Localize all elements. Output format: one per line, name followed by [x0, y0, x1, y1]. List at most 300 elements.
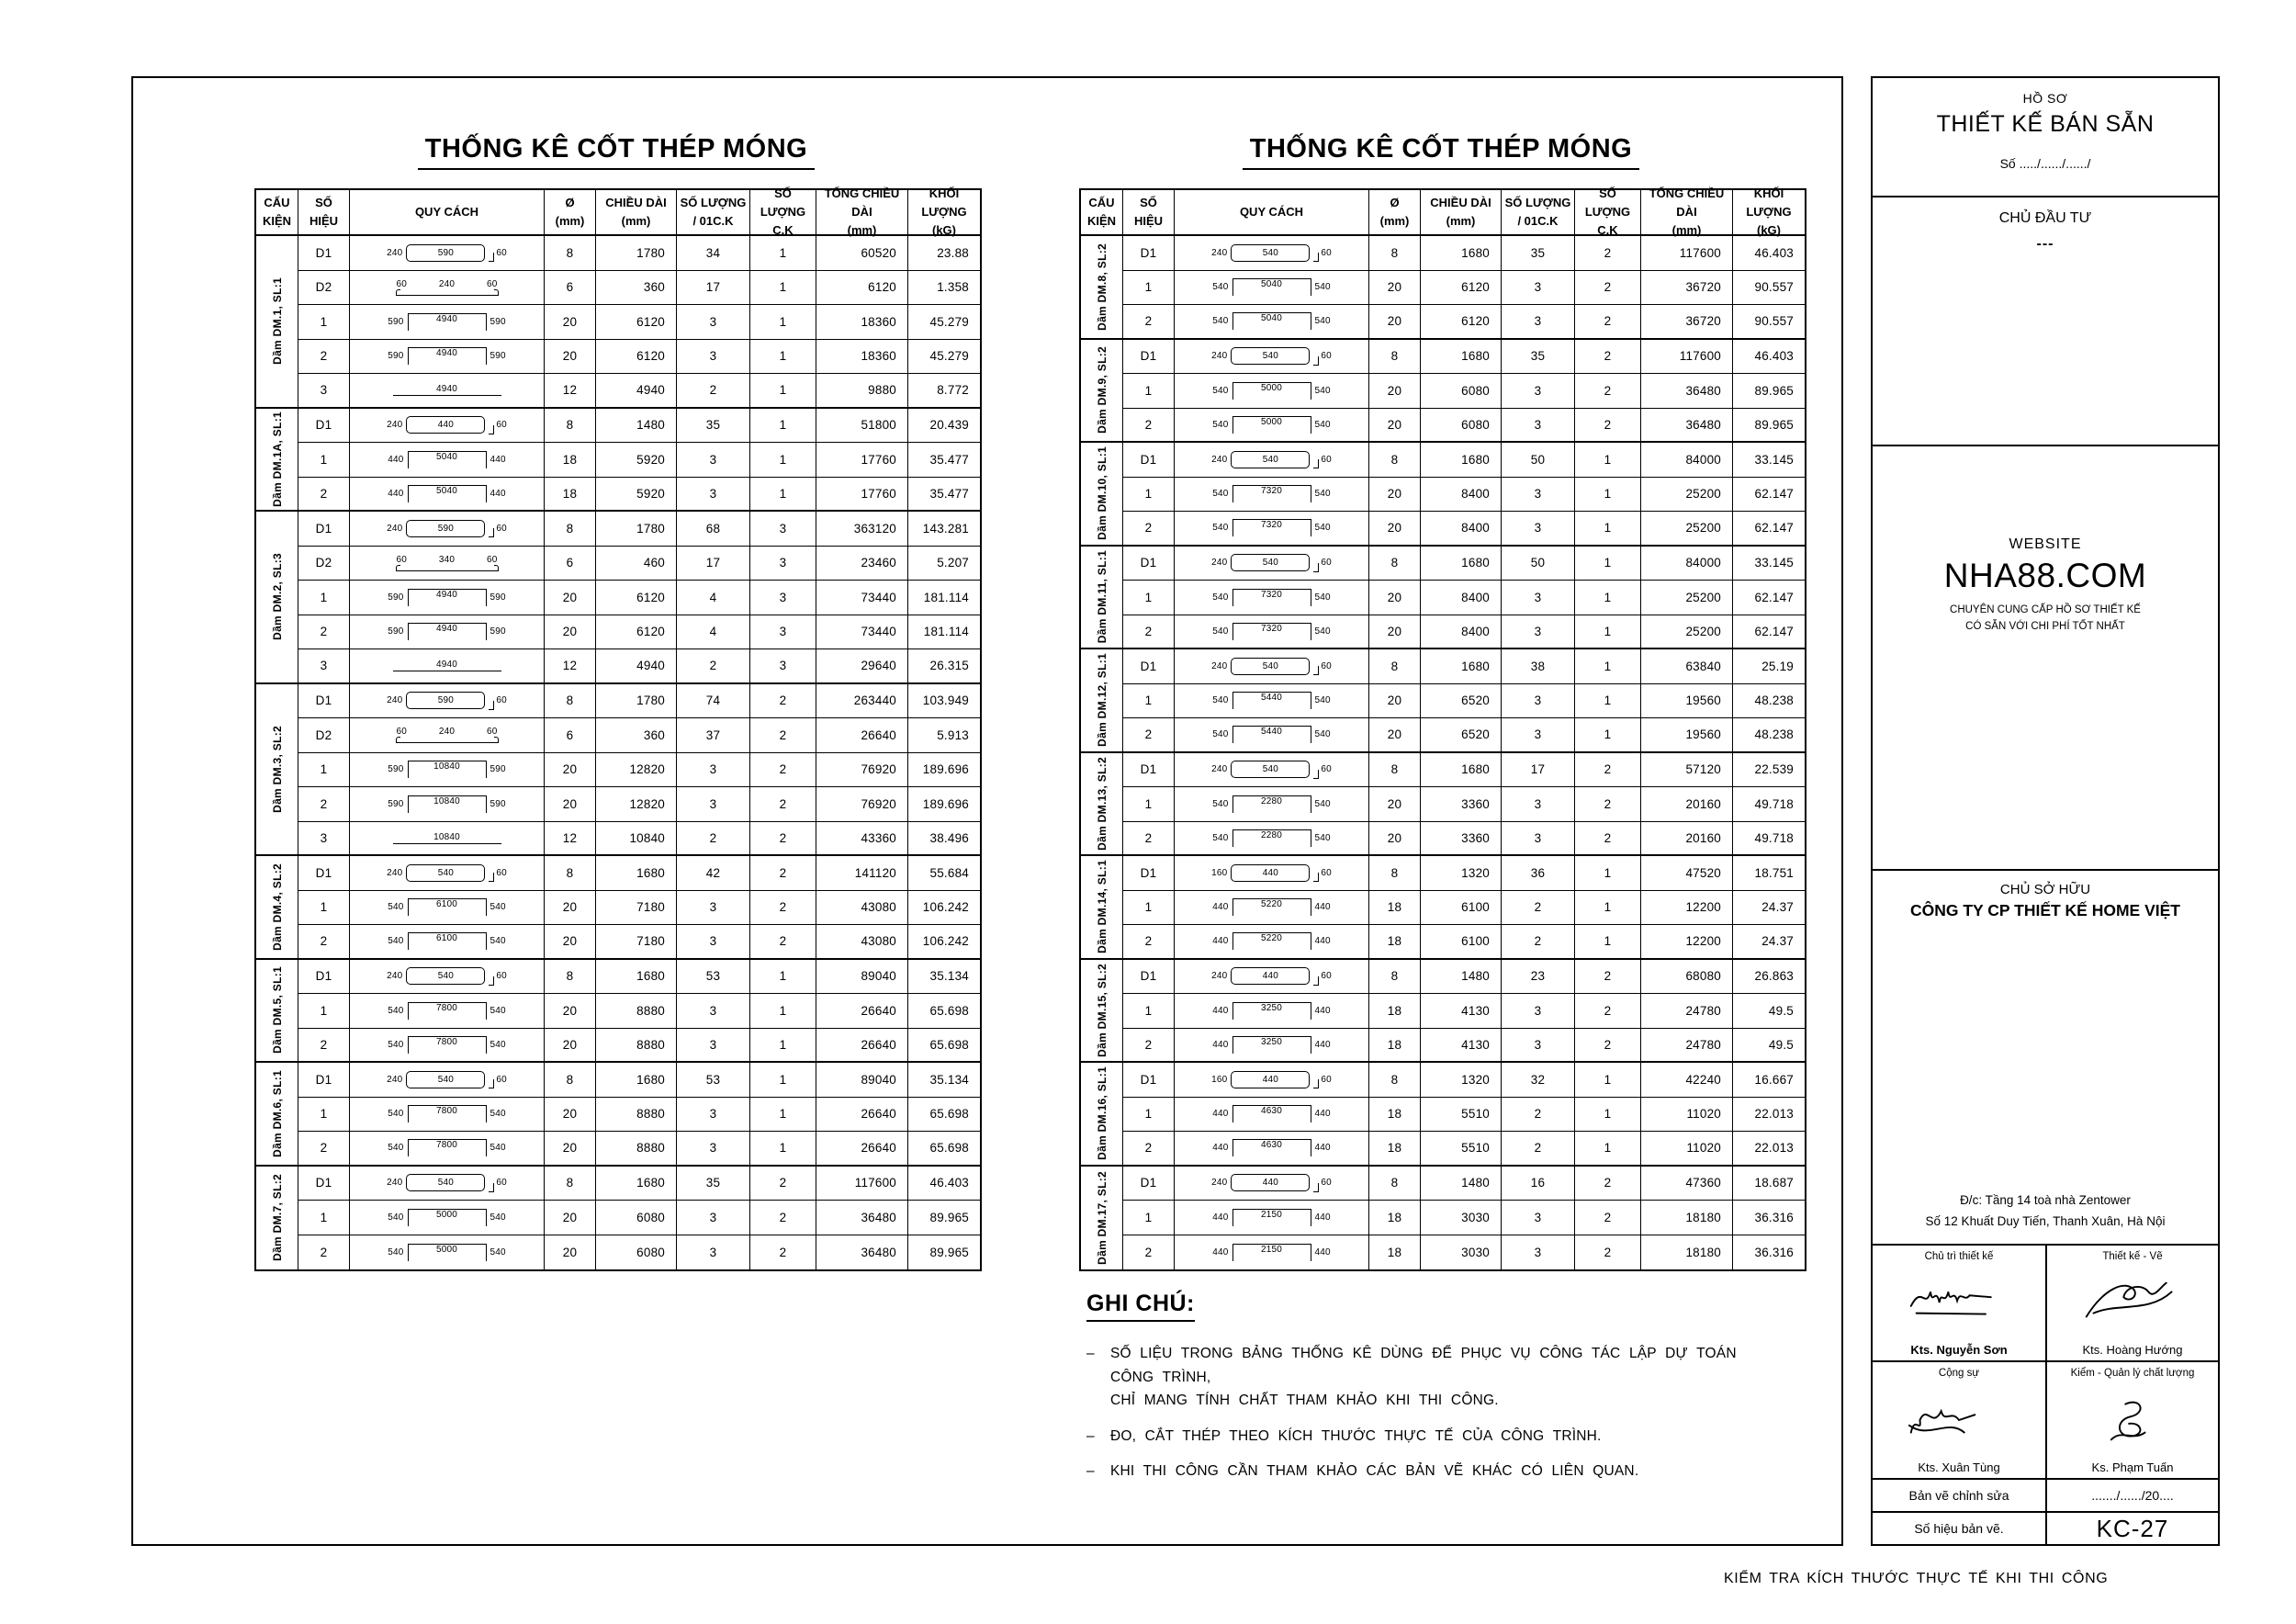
bar-weight: 189.696 [908, 787, 980, 822]
dim-right: 540 [1314, 592, 1331, 603]
member-count: 1 [750, 305, 816, 340]
hook-tick [1313, 666, 1319, 675]
bar-weight: 48.238 [1733, 718, 1805, 753]
bar-weight: 38.496 [908, 822, 980, 857]
group-label: Dầm DM.5, SL:1 [256, 960, 298, 1064]
dim-mid: 5040 [1260, 279, 1283, 290]
bar-total-length: 73440 [816, 581, 908, 615]
dim-right: 60 [1321, 971, 1332, 982]
member-count: 3 [750, 581, 816, 615]
hook-tick [489, 1079, 494, 1088]
bar-diameter: 8 [545, 512, 596, 547]
ubar-rect [1232, 829, 1311, 847]
member-count: 1 [750, 1063, 816, 1098]
hook-tick [489, 1183, 494, 1192]
dim-mid: 5000 [1260, 416, 1283, 427]
dim-mid: 4940 [435, 313, 458, 324]
ubar-rect [408, 1105, 487, 1122]
bar-total-length: 18180 [1641, 1201, 1733, 1235]
owner-company: CÔNG TY CP THIẾT KẾ HOME VIỆT [1910, 900, 2180, 919]
bar-shape [1175, 1029, 1369, 1064]
member-count: 2 [1575, 409, 1641, 444]
bar-total-length: 11020 [1641, 1098, 1733, 1133]
dim-mid: 440 [1262, 1178, 1279, 1189]
bar-total-length: 36480 [816, 1235, 908, 1270]
dim-mid: 4940 [435, 624, 458, 635]
column-header: Ø (mm) [545, 190, 596, 236]
bar-weight: 49.5 [1733, 994, 1805, 1029]
bar-weight: 46.403 [1733, 340, 1805, 375]
dim-right: 60 [486, 278, 498, 289]
dim-left: 440 [1212, 936, 1229, 947]
bar-id: 2 [298, 615, 350, 650]
dim-mid: 540 [1262, 454, 1279, 465]
bar-total-length: 26640 [816, 718, 908, 753]
bar-qty-per-member: 3 [677, 753, 750, 788]
member-count: 1 [750, 443, 816, 478]
bar-shape [1175, 443, 1369, 478]
dim-right: 440 [1314, 1246, 1331, 1257]
bar-id: 1 [1123, 581, 1175, 615]
dim-right: 540 [490, 1109, 506, 1120]
member-count: 1 [750, 1098, 816, 1133]
member-count: 3 [750, 512, 816, 547]
bar-total-length: 25200 [1641, 478, 1733, 513]
dim-mid: 6100 [435, 933, 458, 944]
bar-shape [350, 581, 545, 615]
dim-left: 540 [1212, 626, 1229, 637]
dim-left: 540 [388, 1109, 404, 1120]
bar-qty-per-member: 4 [677, 615, 750, 650]
dim-right: 440 [1314, 902, 1331, 913]
bar-total-length: 19560 [1641, 684, 1733, 719]
bullet-dash: – [1086, 1463, 1095, 1480]
signature-name: Ks. Phạm Tuấn [2091, 1460, 2174, 1475]
member-count: 2 [750, 925, 816, 960]
stirrup-shape-icon [1175, 864, 1368, 882]
bar-shape [350, 960, 545, 995]
member-count: 1 [1575, 443, 1641, 478]
bar-id: 1 [298, 994, 350, 1029]
signature-cell [2045, 1246, 2218, 1362]
member-count: 1 [1575, 1063, 1641, 1098]
signature-name: Kts. Hoàng Hướng [2082, 1343, 2183, 1358]
dim-left: 240 [387, 1074, 403, 1085]
stirrup-rect [1231, 554, 1310, 571]
bar-qty-per-member: 3 [677, 478, 750, 513]
bar-total-length: 26640 [816, 1132, 908, 1167]
bar-weight: 18.751 [1733, 856, 1805, 891]
member-count: 2 [1575, 305, 1641, 340]
group-label: Dầm DM.6, SL:1 [256, 1063, 298, 1167]
stirrup-rect [1231, 967, 1310, 985]
bar-id: 2 [298, 478, 350, 513]
member-count: 1 [750, 374, 816, 409]
bar-shape [350, 409, 545, 444]
signature-cell [2045, 1362, 2218, 1480]
stirrup-rect [406, 1071, 485, 1088]
bar-qty-per-member: 17 [677, 271, 750, 306]
bar-diameter: 18 [545, 478, 596, 513]
bar-id: 1 [1123, 374, 1175, 409]
dim-mid: 7320 [1260, 589, 1283, 600]
ubar-rect [408, 1002, 487, 1020]
dim-left: 540 [1212, 729, 1229, 740]
bar-shape [350, 340, 545, 375]
stirrup-rect [406, 244, 485, 262]
bar-total-length: 26640 [816, 1098, 908, 1133]
bar-qty-per-member: 17 [677, 547, 750, 581]
bar-total-length: 36480 [1641, 374, 1733, 409]
group-label: Dầm DM.11, SL:1 [1081, 547, 1123, 650]
signature-icon [1905, 1262, 2013, 1343]
owner-address: Đ/c: Tầng 14 toà nhà Zentower Số 12 Khuất Duy Tiến, Thanh Xuân, Hà Nội [1925, 1193, 2166, 1229]
ubar-shape-icon [1175, 1244, 1368, 1261]
member-count: 1 [1575, 925, 1641, 960]
website-label: WEBSITE [2009, 536, 2082, 552]
bar-weight: 35.477 [908, 443, 980, 478]
dossier-number: Số ...../....../....../ [1999, 156, 2091, 171]
bar-length: 1480 [596, 409, 677, 444]
bar-length: 1680 [596, 856, 677, 891]
signature-icon [1905, 1379, 2013, 1460]
notes-list [1086, 1342, 1748, 1483]
dim-mid: 5000 [1260, 382, 1283, 393]
bar-length: 1320 [1421, 856, 1502, 891]
hook-tick [1313, 253, 1319, 262]
bar-total-length: 141120 [816, 856, 908, 891]
bar-weight: 1.358 [908, 271, 980, 306]
ubar-rect [1232, 898, 1311, 916]
hook-tick [1313, 873, 1319, 882]
bar-weight: 35.477 [908, 478, 980, 513]
ubar-shape-icon [1175, 1002, 1368, 1020]
dim-right: 590 [490, 764, 506, 775]
column-header: KHỐI LƯỢNG (kG) [1733, 190, 1805, 236]
revision-label: Bản vẽ chỉnh sửa [1908, 1488, 2009, 1504]
bar-id: 2 [1123, 305, 1175, 340]
bar-shape [1175, 374, 1369, 409]
bar-id: 2 [1123, 718, 1175, 753]
stirrup-rect [1231, 864, 1310, 882]
group-label: Dầm DM.1, SL:1 [256, 236, 298, 409]
ubar-shape-icon [1175, 1139, 1368, 1156]
bar-shape [1175, 512, 1369, 547]
dim-mid: 440 [1262, 867, 1279, 878]
dim-left: 590 [388, 316, 404, 327]
group-label: Dầm DM.4, SL:2 [256, 856, 298, 960]
dim-right: 440 [1314, 936, 1331, 947]
drawing-number-label: Số hiệu bản vẽ. [1914, 1521, 2004, 1537]
bar-weight: 23.88 [908, 236, 980, 271]
bar-qty-per-member: 3 [677, 925, 750, 960]
bar-weight: 62.147 [1733, 512, 1805, 547]
bar-weight: 62.147 [1733, 478, 1805, 513]
bar-diameter: 8 [545, 684, 596, 719]
dim-mid: 2280 [1260, 829, 1283, 840]
bar-qty-per-member: 3 [677, 1098, 750, 1133]
bar-qty-per-member: 3 [1502, 1029, 1575, 1064]
bar-diameter: 20 [545, 1098, 596, 1133]
bar-length: 4130 [1421, 1029, 1502, 1064]
member-count: 2 [1575, 1201, 1641, 1235]
bar-id: D1 [1123, 1167, 1175, 1201]
bar-shape [1175, 1201, 1369, 1235]
website-url: NHA88.COM [1943, 556, 2147, 594]
column-header: SỐ HIỆU [298, 190, 350, 236]
bar-shape [1175, 891, 1369, 926]
bar-shape [350, 236, 545, 271]
dim-left: 440 [1212, 902, 1229, 913]
bar-weight: 33.145 [1733, 547, 1805, 581]
member-count: 1 [750, 236, 816, 271]
bar-diameter: 20 [545, 615, 596, 650]
bar-line [396, 565, 499, 571]
bar-length: 6100 [1421, 925, 1502, 960]
ubar-shape-icon [350, 485, 544, 502]
steel-table-2 [1079, 188, 1806, 1271]
dim-left: 540 [1212, 489, 1229, 500]
bar-weight: 89.965 [1733, 374, 1805, 409]
dim-right: 590 [490, 351, 506, 362]
bar-diameter: 8 [545, 856, 596, 891]
bar-qty-per-member: 4 [677, 581, 750, 615]
bar-id: 1 [298, 443, 350, 478]
bar-id: 2 [1123, 822, 1175, 857]
stirrup-shape-icon [1175, 451, 1368, 468]
straight-shape-icon [350, 384, 544, 396]
bar-diameter: 8 [1369, 649, 1421, 684]
dim-mid: 5220 [1260, 933, 1283, 944]
ubar-shape-icon [1175, 1036, 1368, 1054]
group-label: Dầm DM.3, SL:2 [256, 684, 298, 857]
dim-right: 540 [490, 1212, 506, 1223]
bar-length: 8400 [1421, 615, 1502, 650]
bar-weight: 49.718 [1733, 822, 1805, 857]
bar-total-length: 47520 [1641, 856, 1733, 891]
bar-weight: 181.114 [908, 615, 980, 650]
bar-weight: 5.913 [908, 718, 980, 753]
dim-mid: 540 [437, 867, 455, 878]
member-count: 3 [750, 649, 816, 684]
bar-id: 2 [1123, 1029, 1175, 1064]
bar-weight: 45.279 [908, 340, 980, 375]
column-header: CẤU KIỆN [256, 190, 298, 236]
notes-section [1086, 1291, 1748, 1495]
ubar-rect [408, 485, 487, 502]
bar-length: 6080 [1421, 374, 1502, 409]
bar-line [393, 843, 501, 844]
bar-shape [350, 443, 545, 478]
dim-mid: 540 [1262, 558, 1279, 569]
dim-mid: 10840 [433, 795, 460, 806]
dim-right: 60 [496, 695, 507, 706]
dim-left: 590 [388, 351, 404, 362]
bar-id: 2 [298, 1132, 350, 1167]
bar-shape [1175, 718, 1369, 753]
member-count: 1 [1575, 856, 1641, 891]
bar-weight: 8.772 [908, 374, 980, 409]
bar-shape [350, 1167, 545, 1201]
bar-weight: 16.667 [1733, 1063, 1805, 1098]
bar-qty-per-member: 34 [677, 236, 750, 271]
bar-id: D1 [298, 856, 350, 891]
ubar-rect [408, 1209, 487, 1226]
ubar-rect [1232, 932, 1311, 950]
bar-diameter: 20 [545, 1201, 596, 1235]
bar-id: 2 [298, 340, 350, 375]
ubar-rect [1232, 692, 1311, 709]
dim-mid: 5440 [1260, 727, 1283, 738]
dim-left: 240 [387, 971, 403, 982]
bar-diameter: 20 [545, 340, 596, 375]
bar-qty-per-member: 3 [677, 994, 750, 1029]
bar-total-length: 25200 [1641, 512, 1733, 547]
bar-id: 3 [298, 374, 350, 409]
bar-id: 2 [1123, 512, 1175, 547]
dim-right: 540 [490, 1143, 506, 1154]
dim-right: 440 [490, 488, 506, 499]
bar-shape [1175, 615, 1369, 650]
bar-qty-per-member: 3 [1502, 271, 1575, 306]
bar-diameter: 18 [1369, 1098, 1421, 1133]
signature-role: Kiểm - Quản lý chất lượng [2070, 1368, 2195, 1380]
bar-shape [1175, 1063, 1369, 1098]
signature-role: Thiết kế - Vẽ [2102, 1251, 2163, 1263]
ubar-shape-icon [1175, 519, 1368, 536]
member-count: 2 [1575, 994, 1641, 1029]
dim-mid: 540 [437, 1178, 455, 1189]
ubar-shape-icon [1175, 278, 1368, 296]
bar-shape [1175, 271, 1369, 306]
dim-mid: 5000 [435, 1244, 458, 1255]
bar-diameter: 6 [545, 271, 596, 306]
member-count: 1 [1575, 547, 1641, 581]
website-section [1873, 446, 2218, 871]
dim-mid: 3250 [1260, 1036, 1283, 1047]
bar-shape [1175, 1235, 1369, 1270]
dim-right: 60 [1321, 558, 1332, 569]
investor-value: --- [2036, 235, 2054, 252]
bar-length: 8400 [1421, 478, 1502, 513]
bar-diameter: 18 [1369, 925, 1421, 960]
bar-length: 6080 [596, 1201, 677, 1235]
ubar-shape-icon [1175, 795, 1368, 813]
note-item: – ĐO, CẮT THÉP THEO KÍCH THƯỚC THỰC TẾ CỦA CÔNG TRÌNH. [1086, 1425, 1748, 1449]
dim-mid: 440 [437, 420, 455, 431]
bar-weight: 89.965 [1733, 409, 1805, 444]
signature-icon [2078, 1262, 2187, 1343]
group-label: Dầm DM.16, SL:1 [1081, 1063, 1123, 1167]
member-count: 2 [1575, 822, 1641, 857]
member-count: 2 [750, 1167, 816, 1201]
notes-title: GHI CHÚ: [1086, 1291, 1748, 1322]
member-count: 3 [750, 615, 816, 650]
column-header: KHỐI LƯỢNG (kG) [908, 190, 980, 236]
bar-id: D1 [1123, 960, 1175, 995]
dossier-label: HỒ SƠ [2022, 91, 2068, 106]
bar-diameter: 8 [1369, 753, 1421, 788]
dim-left: 540 [1212, 695, 1229, 706]
dim-left: 160 [1211, 1074, 1228, 1085]
stirrup-shape-icon [350, 864, 544, 882]
stirrup-rect [1231, 244, 1310, 262]
bar-total-length: 117600 [1641, 236, 1733, 271]
note-item: – KHI THI CÔNG CẦN THAM KHẢO CÁC BẢN VẼ KHÁC CÓ LIÊN QUAN. [1086, 1460, 1748, 1483]
ubar-rect [408, 589, 487, 606]
dim-left: 240 [1211, 764, 1228, 775]
bar-length: 6120 [596, 340, 677, 375]
bar-qty-per-member: 42 [677, 856, 750, 891]
dim-right: 60 [496, 420, 507, 431]
bar-id: 1 [298, 753, 350, 788]
bar-total-length: 20160 [1641, 822, 1733, 857]
bar-id: 3 [298, 822, 350, 857]
ubar-shape-icon [350, 1002, 544, 1020]
dim-mid: 5040 [435, 451, 458, 462]
dim-left: 240 [1211, 971, 1228, 982]
bar-id: D2 [298, 718, 350, 753]
signature-grid [1873, 1246, 2218, 1480]
stirrup-shape-icon [1175, 554, 1368, 571]
dim-mid: 540 [1262, 351, 1279, 362]
bar-diameter: 12 [545, 374, 596, 409]
bar-total-length: 12200 [1641, 891, 1733, 926]
stirrup-rect [406, 1174, 485, 1191]
dim-right: 540 [1314, 489, 1331, 500]
dim-left: 240 [1211, 660, 1228, 671]
bar-total-length: 23460 [816, 547, 908, 581]
bar-total-length: 24780 [1641, 1029, 1733, 1064]
stirrup-shape-icon [1175, 244, 1368, 262]
bar-id: D1 [298, 684, 350, 719]
bar-id: D1 [1123, 443, 1175, 478]
dim-right: 60 [1321, 247, 1332, 258]
dim-right: 60 [496, 867, 507, 878]
dim-mid: 590 [437, 247, 455, 258]
revision-row [1873, 1480, 2218, 1513]
bar-qty-per-member: 3 [1502, 512, 1575, 547]
ubar-rect [1232, 382, 1311, 400]
bar-total-length: 26640 [816, 994, 908, 1029]
investor-label: CHỦ ĐẦU TƯ [1998, 209, 2092, 226]
bar-qty-per-member: 35 [677, 409, 750, 444]
bar-shape [350, 478, 545, 513]
stirrup-rect [1231, 1174, 1310, 1191]
ubar-shape-icon [350, 1244, 544, 1261]
dim-right: 540 [490, 1246, 506, 1257]
column-header: TỔNG CHIỀU DÀI (mm) [816, 190, 908, 236]
dim-left: 540 [1212, 523, 1229, 534]
ubar-rect [1232, 519, 1311, 536]
bar-length: 3360 [1421, 787, 1502, 822]
bar-length: 8880 [596, 994, 677, 1029]
bar-total-length: 36720 [1641, 271, 1733, 306]
ubar-rect [408, 623, 487, 640]
bar-id: D2 [298, 547, 350, 581]
dim-left: 440 [1212, 1212, 1229, 1223]
stirrup-rect [406, 967, 485, 985]
dim-right: 540 [1314, 729, 1331, 740]
bar-diameter: 18 [1369, 891, 1421, 926]
bar-length: 6120 [596, 615, 677, 650]
dim-mid: 590 [437, 695, 455, 706]
dim-left: 540 [388, 1212, 404, 1223]
member-count: 2 [750, 753, 816, 788]
bullet-dash: – [1086, 1427, 1095, 1444]
bar-total-length: 18360 [816, 305, 908, 340]
stirrup-shape-icon [350, 1071, 544, 1088]
